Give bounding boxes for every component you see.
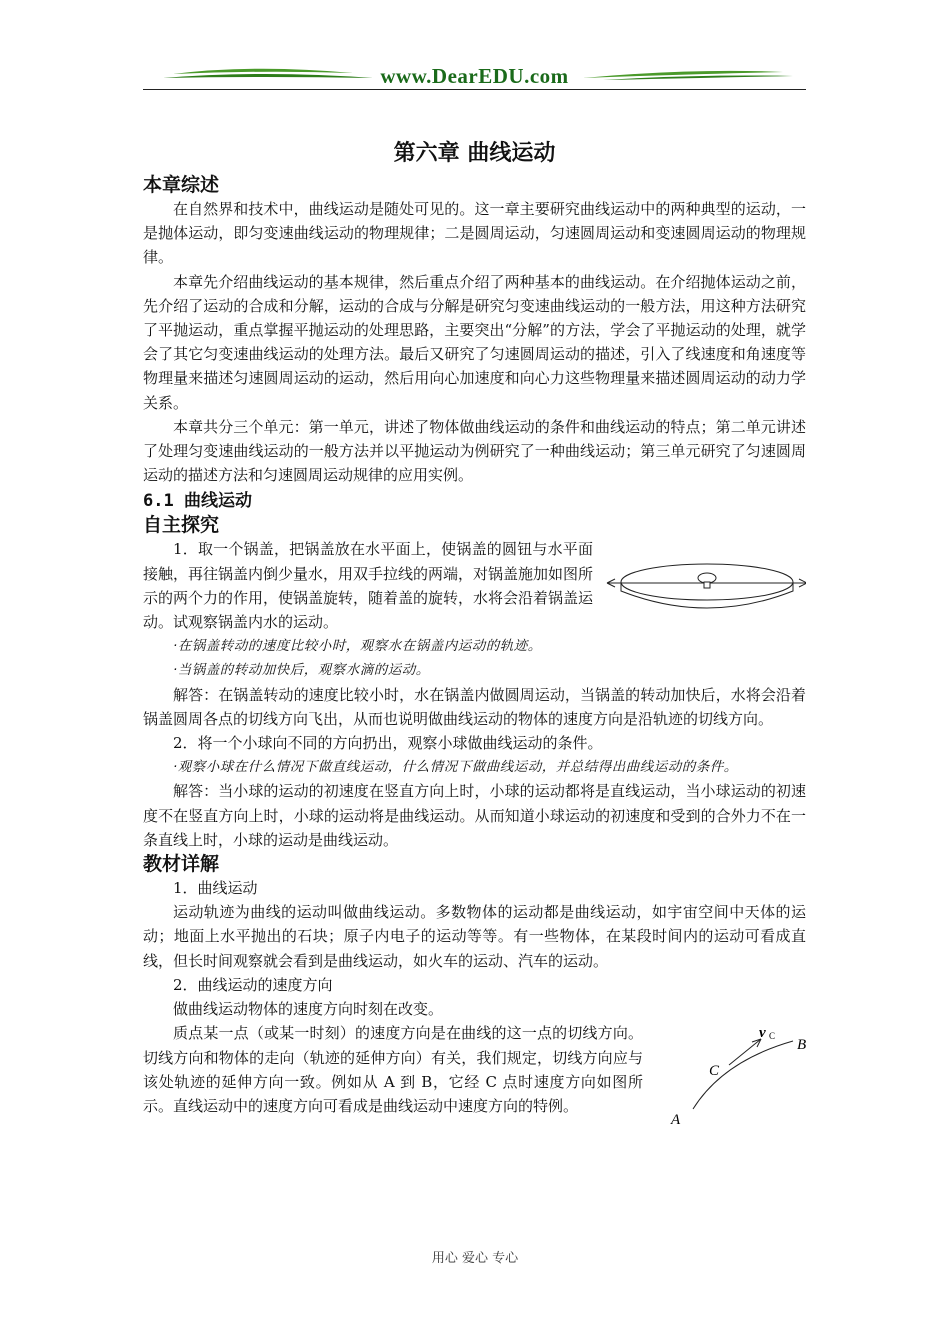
pot-lid-figure (593, 537, 806, 634)
explore-note-2: ·观察小球在什么情况下做直线运动，什么情况下做曲线运动，并总结得出曲线运动的条件。 (173, 759, 738, 776)
explore-note-1b: ·当锅盖的转动加快后，观察水滴的运动。 (173, 662, 430, 679)
explore-answer-1: 解答：在锅盖转动的速度比较小时，水在锅盖内做圆周运动，当锅盖的转动加快后，水将会沿着锅盖圆周各点的切线方向飞出，从而也说明做曲线运动的物体的速度方向是沿轨迹的切线方向。 (143, 685, 806, 728)
label-B: B (797, 1037, 807, 1054)
label-v-subscript: C (769, 1031, 776, 1042)
textbook-paragraph-1: 运动轨迹为曲线的运动叫做曲线运动。多数物体的运动都是曲线运动，如宇宙空间中天体的运动；地面上水平抛出的石块；原子内电子的运动等等。有一些物体，在某段时间内的运动可看成直线，但长时间观察就会看到是曲线运动，如火车的运动、汽车的运动。 (143, 903, 806, 970)
textbook-heading: 教材详解 (143, 853, 220, 876)
header-rule (143, 89, 806, 90)
explore-item1-row (143, 537, 806, 634)
explore-answer-2: 解答：当小球的运动的初速度在竖直方向上时，小球的运动都将是直线运动，当小球运动的初速度不在竖直方向上时，小球的运动将是曲线运动。从而知道小球运动的初速度和受到的合外力不在一条直线上时，小球的运动是曲线运动。 (143, 782, 806, 849)
label-A: A (671, 1112, 681, 1129)
overview-heading: 本章综述 (143, 174, 220, 196)
explore-item-2: 2．将一个小球向不同的方向扔出，观察小球做曲线运动的条件。 (173, 734, 603, 753)
page-content (143, 130, 807, 1129)
section-heading: 6.1 曲线运动 (143, 491, 252, 512)
overview-paragraph-1: 在自然界和技术中，曲线运动是随处可见的。这一章主要研究曲线运动中的两种典型的运动，一是抛体运动，即匀变速曲线运动的物理规律；二是圆周运动，匀速圆周运动和变速圆周运动的物理规律。 (143, 200, 806, 267)
explore-note-1a: ·在锅盖转动的速度比较小时，观察水在锅盖内运动的轨迹。 (173, 638, 542, 655)
curve-velocity-figure (643, 1021, 807, 1129)
chapter-title: 第六章 曲线运动 (393, 141, 556, 166)
explore-item-1: 1．取一个锅盖，把锅盖放在水平面上，使锅盖的圆钮与水平面接触，再往锅盖内倒少量水，用双手拉线的两端，对锅盖施加如图所示的两个力的作用，使锅盖旋转，随着盖的旋转，水将会沿着锅盖运动。试观察锅盖内水的运动。 (143, 540, 594, 632)
textbook-paragraph-3: 质点某一点（或某一时刻）的速度方向是在曲线的这一点的切线方向。切线方向和物体的走向（轨迹的延伸方向）有关，我们规定，切线方向应与该处轨迹的延伸方向一致。例如从 A 到 B，它经 C 点时速度方向如图所示。直线运动中的速度方向可看成是曲线运动中速度方向的特例。 (143, 1024, 643, 1115)
site-url: www.DearEDU.com (380, 64, 569, 88)
overview-paragraph-3: 本章共分三个单元：第一单元，讲述了物体做曲线运动的条件和曲线运动的特点；第二单元讲述了处理匀变速曲线运动的一般方法并以平抛运动为例研究了一种曲线运动；第三单元研究了匀速圆周运动的描述方法和匀速圆周运动规律的应用实例。 (143, 417, 806, 485)
curve-velocity-diagram (663, 1021, 823, 1131)
page-footer: 用心 爱心 专心 (431, 1251, 519, 1266)
overview-paragraph-2: 本章先介绍曲线运动的基本规律，然后重点介绍了两种基本的曲线运动。在介绍抛体运动之前，先介绍了运动的合成和分解，运动的合成与分解是研究匀变速曲线运动的一般方法，用这种方法研究了平抛运动，重点掌握平抛运动的处理思路，主要突出“分解”的方法，学会了平抛运动的处理，就学会了其它匀变速曲线运动的处理方法。最后又研究了匀速圆周运动的描述，引入了线速度和角速度等物理量来描述匀速圆周运动的运动，然后用向心加速度和向心力这些物理量来描述圆周运动的动力学关系。 (143, 272, 806, 412)
site-header (143, 60, 806, 92)
label-C: C (709, 1063, 720, 1080)
textbook-sub-1: 1．曲线运动 (173, 879, 258, 898)
explore-heading: 自主探究 (143, 514, 220, 537)
textbook-paragraph-2: 做曲线运动物体的速度方向时刻在改变。 (173, 1000, 444, 1019)
textbook-sub-2: 2．曲线运动的速度方向 (173, 975, 333, 994)
textbook-p3-row (143, 1021, 807, 1129)
label-v: v (759, 1025, 766, 1042)
pot-lid-diagram (593, 537, 806, 617)
